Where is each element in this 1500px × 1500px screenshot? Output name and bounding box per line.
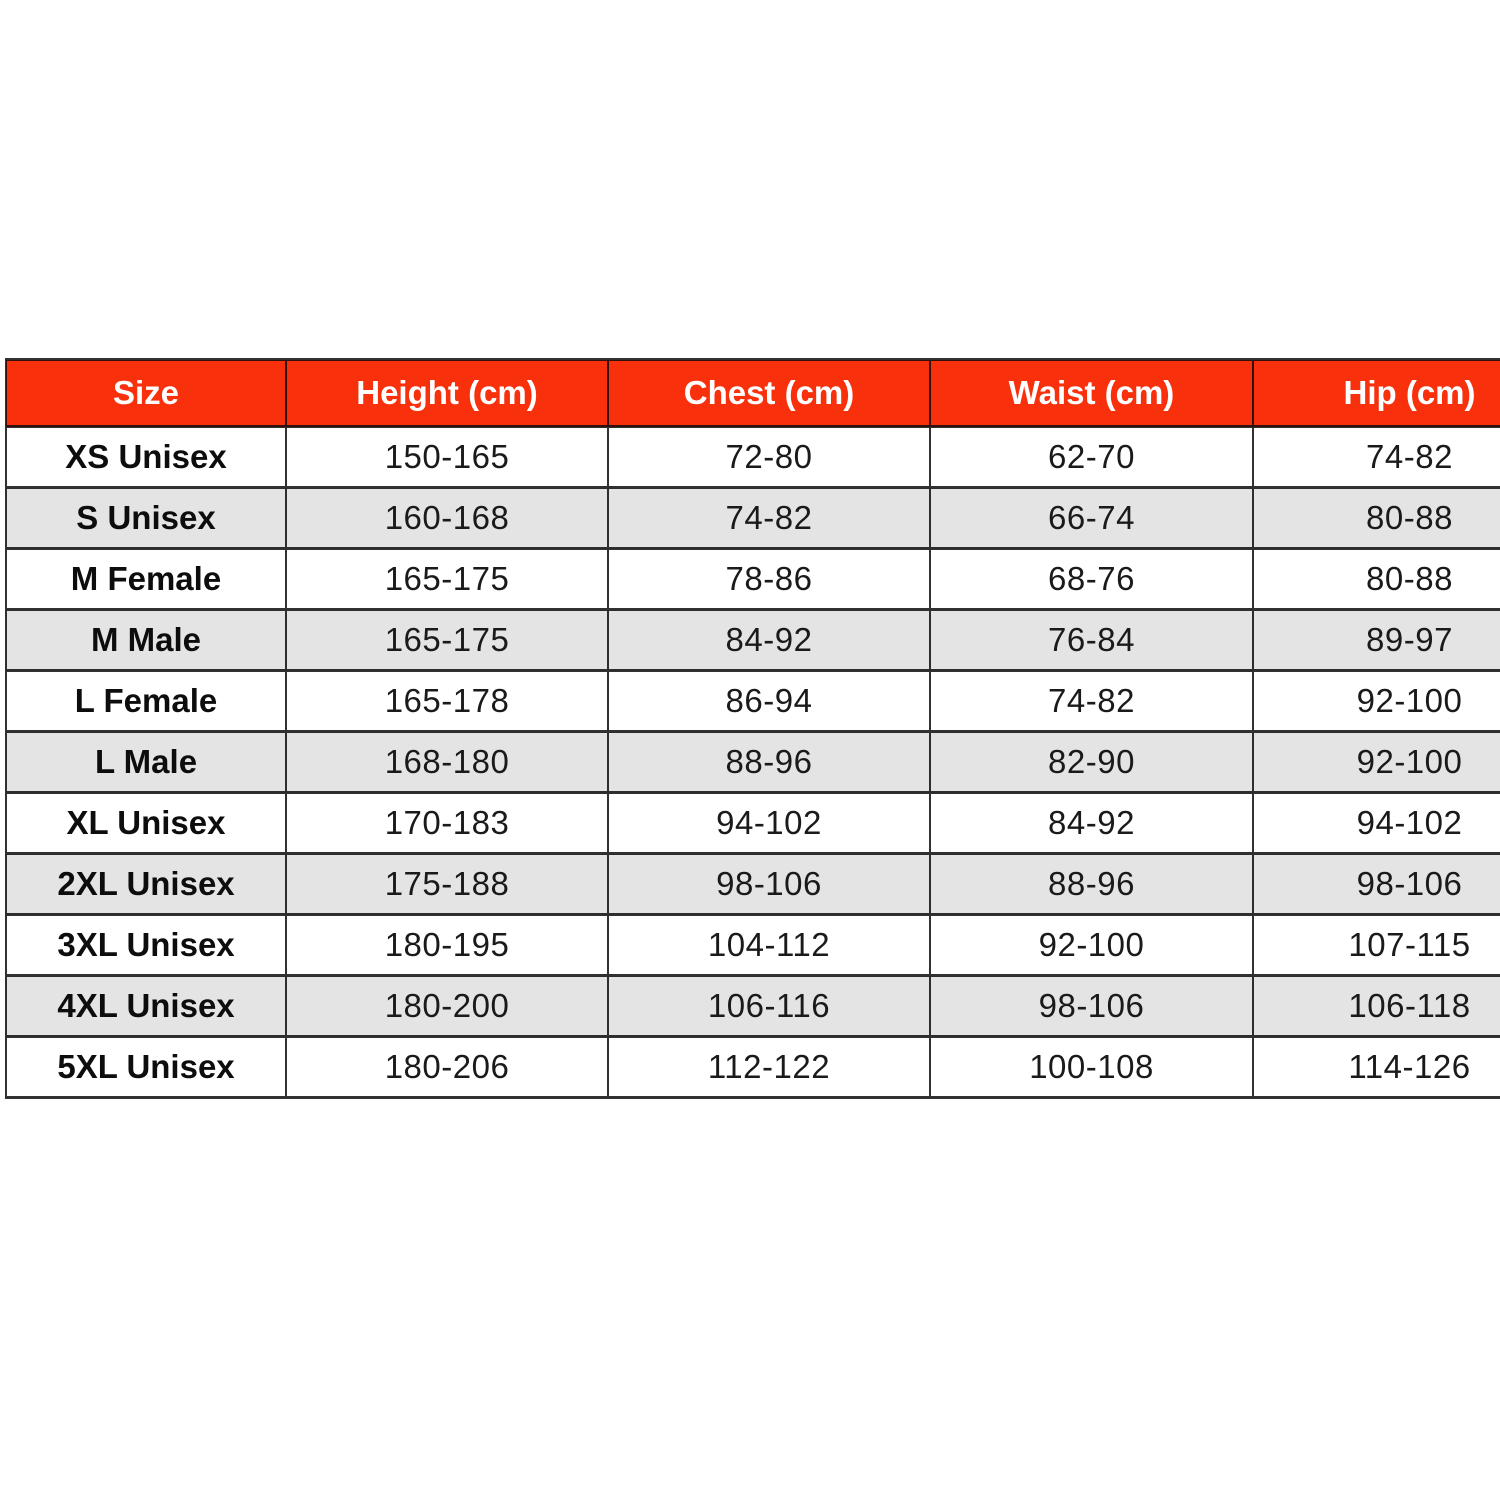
column-header-height: Height (cm) [286,360,608,427]
table-row [6,671,1500,732]
cell-chest: 112-122 [608,1037,930,1098]
cell-waist: 100-108 [930,1037,1253,1098]
cell-size: M Female [6,549,286,610]
column-header-waist: Waist (cm) [930,360,1253,427]
cell-height: 170-183 [286,793,608,854]
cell-chest: 98-106 [608,854,930,915]
table-row [6,976,1500,1037]
size-chart-table [5,358,1500,1099]
table-row [6,610,1500,671]
cell-size: S Unisex [6,488,286,549]
cell-height: 165-175 [286,610,608,671]
table-row [6,488,1500,549]
cell-height: 180-200 [286,976,608,1037]
cell-hip: 94-102 [1253,793,1500,854]
cell-chest: 78-86 [608,549,930,610]
column-header-chest: Chest (cm) [608,360,930,427]
cell-hip: 80-88 [1253,549,1500,610]
column-header-size: Size [6,360,286,427]
table-row [6,1037,1500,1098]
cell-height: 180-195 [286,915,608,976]
cell-hip: 74-82 [1253,427,1500,488]
cell-size: 5XL Unisex [6,1037,286,1098]
cell-chest: 86-94 [608,671,930,732]
cell-size: M Male [6,610,286,671]
cell-size: L Male [6,732,286,793]
cell-hip: 92-100 [1253,732,1500,793]
cell-hip: 98-106 [1253,854,1500,915]
cell-waist: 98-106 [930,976,1253,1037]
cell-size: XS Unisex [6,427,286,488]
cell-height: 165-178 [286,671,608,732]
table-row [6,793,1500,854]
cell-size: 3XL Unisex [6,915,286,976]
cell-waist: 76-84 [930,610,1253,671]
cell-waist: 88-96 [930,854,1253,915]
cell-waist: 62-70 [930,427,1253,488]
column-header-hip: Hip (cm) [1253,360,1500,427]
cell-chest: 72-80 [608,427,930,488]
cell-chest: 84-92 [608,610,930,671]
cell-hip: 114-126 [1253,1037,1500,1098]
table-row [6,854,1500,915]
cell-hip: 89-97 [1253,610,1500,671]
cell-chest: 94-102 [608,793,930,854]
cell-hip: 106-118 [1253,976,1500,1037]
cell-hip: 92-100 [1253,671,1500,732]
cell-height: 175-188 [286,854,608,915]
cell-waist: 66-74 [930,488,1253,549]
table-row [6,427,1500,488]
cell-hip: 107-115 [1253,915,1500,976]
cell-waist: 84-92 [930,793,1253,854]
cell-height: 180-206 [286,1037,608,1098]
header-row [6,360,1500,427]
cell-height: 168-180 [286,732,608,793]
cell-waist: 68-76 [930,549,1253,610]
cell-chest: 74-82 [608,488,930,549]
table-row [6,915,1500,976]
cell-waist: 82-90 [930,732,1253,793]
table-row [6,549,1500,610]
cell-hip: 80-88 [1253,488,1500,549]
cell-chest: 106-116 [608,976,930,1037]
cell-height: 150-165 [286,427,608,488]
cell-waist: 74-82 [930,671,1253,732]
cell-chest: 104-112 [608,915,930,976]
cell-waist: 92-100 [930,915,1253,976]
cell-height: 160-168 [286,488,608,549]
cell-size: 2XL Unisex [6,854,286,915]
cell-chest: 88-96 [608,732,930,793]
cell-height: 165-175 [286,549,608,610]
size-chart [5,358,1500,1099]
table-row [6,732,1500,793]
cell-size: L Female [6,671,286,732]
cell-size: 4XL Unisex [6,976,286,1037]
cell-size: XL Unisex [6,793,286,854]
